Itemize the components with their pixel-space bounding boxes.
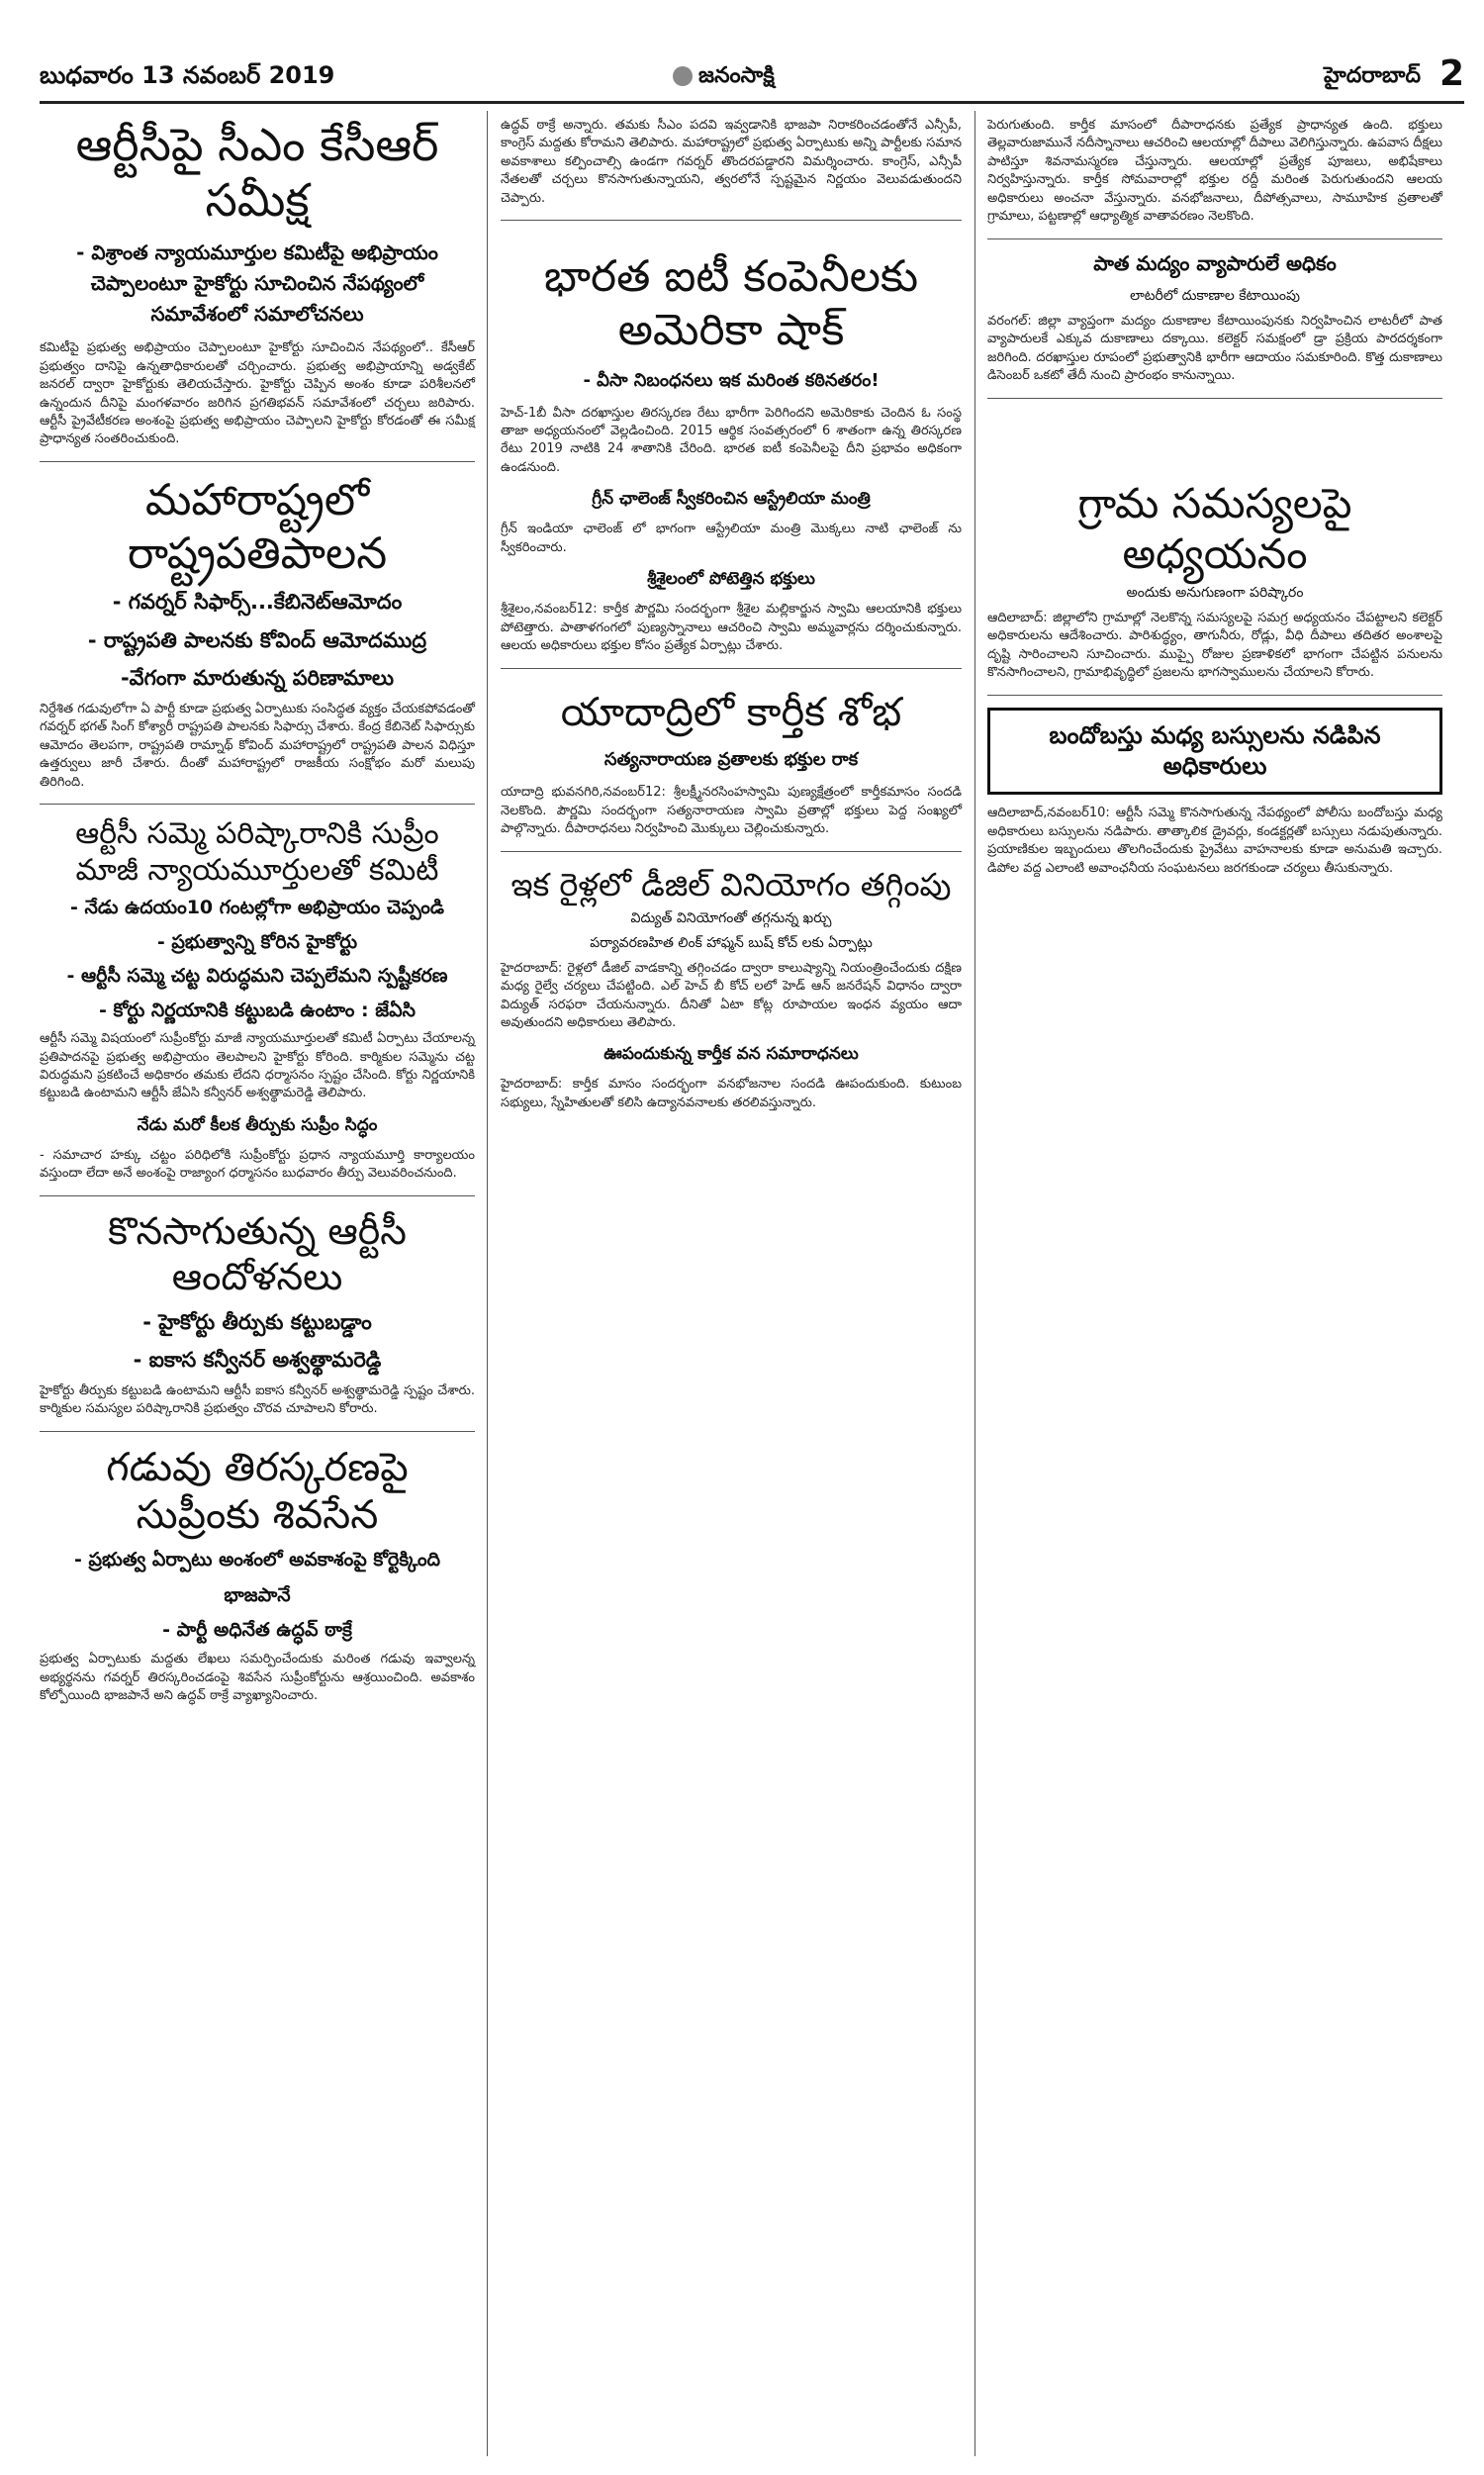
- deck: - ఐకాస కన్వీనర్ అశ్వత్థామరెడ్డి: [133, 1348, 382, 1373]
- article-body: ఆదిలాబాద్,నవంబర్10: ఆర్టీసీ సమ్మె కొనసాగుతున్న నేపథ్యంలో పోలీసు బందోబస్తు మధ్య అధికారులు బస్సులను నడిపారు. తాత్కాలిక డ్రైవర్లు, కండక్టర్లతో బస్సులు నడుపుతున్నారు. ప్రయాణికుల ఇబ్బందులు తొలగించేందుకు ప్రైవేటు వాహనాలకు కూడా అనుమతి ఇచ్చారు. డిపోల వద్ద ఎలాంటి అవాంఛనీయ సంఘటనలు జరగకుండా చర్యలు తీసుకున్నారు.: [987, 806, 1442, 876]
- deck: అందుకు అనుగుణంగా పరిష్కారం: [1126, 585, 1304, 601]
- article-shivsena: [40, 1444, 475, 1706]
- column-2: [501, 117, 962, 1112]
- divider: [501, 668, 962, 669]
- deck: - ప్రభుత్వాన్ని కోరిన హైకోర్టు: [156, 930, 358, 953]
- article-body: యాదాద్రి భువనగిరి,నవంబర్12: శ్రీలక్ష్మీనరసింహస్వామి పుణ్యక్షేత్రంలో కార్తీకమాసం సందడి నెలకొంది. పౌర్ణమి సందర్భంగా సత్యనారాయణ స్వామి వ్రతాల్లో భక్తులు పెద్ద సంఖ్యలో పాల్గొన్నారు. దీపారాధనలు నిర్వహించి మొక్కులు చెల్లించుకున్నారు.: [501, 785, 962, 837]
- deck: - ఆర్టీసీ సమ్మె చట్ట విరుద్ధమని చెప్పలేమని స్పష్టీకరణ: [66, 965, 448, 988]
- article-body: - సమాచార హక్కు చట్టం పరిధిలోకి సుప్రీంకోర్టు ప్రధాన న్యాయమూర్తి కార్యాలయం వస్తుందా లేదా అనే అంశంపై రాజ్యాంగ ధర్మాసనం బుధవారం తీర్పు వెలువరించనుంది.: [40, 1147, 475, 1182]
- continued-body: ఉద్ధవ్ ఠాక్రే అన్నారు. తమకు సీఎం పదవి ఇవ్వడానికి భాజపా నిరాకరించడంతోనే ఎన్సీపీ, కాంగ్రెస్ మద్దతు కోరామని తెలిపారు. మహారాష్ట్రలో ప్రభుత్వ ఏర్పాటుకు అన్ని పార్టీలకు సమాన అవకాశాలు కల్పించాల్సి ఉండగా గవర్నర్ తొందరపడ్డారని విమర్శించారు. కాంగ్రెస్, ఎన్సీపీ నేతలతో చర్చలు కొనసాగుతున్నాయని, త్వరలోనే స్పష్టమైన నిర్ణయం వెలువడుతుందని చెప్పారు.: [501, 118, 962, 206]
- article-body: హైదరాబాద్: రైళ్లలో డీజిల్ వాడకాన్ని తగ్గించడం ద్వారా కాలుష్యాన్ని నియంత్రించేందుకు దక్షిణ మధ్య రైల్వే చర్యలు చేపట్టింది. ఎల్ హెచ్ బీ కోచ్ లలో హెడ్ ఆన్ జనరేషన్ విధానం ద్వారా విద్యుత్ సరఫరా చేయనున్నారు. దీనితో ఏటా కోట్ల రూపాయల ఇంధన వ్యయం ఆదా అవుతుందని అధికారులు తెలిపారు.: [501, 960, 962, 1031]
- deck: పర్యావరణహిత లింక్ హాఫ్మన్ బుష్ కోచ్ లకు ఏర్పాట్లు: [590, 934, 873, 951]
- deck: సత్యనారాయణ వ్రతాలకు భక్తుల రాక: [603, 749, 859, 771]
- article-body: నిర్దేశిత గడువులోగా ఏ పార్టీ కూడా ప్రభుత్వ ఏర్పాటుకు సంసిద్ధత వ్యక్తం చేయకపోవడంతో గవర్నర్ భగత్ సింగ్ కోశ్యారీ రాష్ట్రపతి పాలనకు సిఫార్సు చేశారు. కేంద్ర కేబినెట్ సిఫార్సుకు ఆమోదం తెలపగా, రాష్ట్రపతి రామ్నాథ్ కోవింద్ మహారాష్ట్రలో రాష్ట్రపతి పాలన విధిస్తూ ఉత్తర్వులు జారీ చేశారు. దీంతో మహారాష్ట్రలో రాజకీయ సంక్షోభం మరో మలుపు తిరిగింది.: [40, 701, 475, 790]
- paper-name: జనంసాక్షి: [698, 63, 775, 88]
- deck: - ప్రభుత్వ ఏర్పాటు అంశంలో అవకాశంపై కోర్టెక్కింది: [73, 1549, 440, 1571]
- headline: ఆర్టీసీ సమ్మె పరిష్కారానికి సుప్రీం మాజీ న్యాయమూర్తులతో కమిటీ: [75, 816, 439, 888]
- article-body: శ్రీశైలం,నవంబర్12: కార్తీక పౌర్ణమి సందర్భంగా శ్రీశైల మల్లికార్జున స్వామి ఆలయానికి భక్తులు పోటెత్తారు. పాతాళగంగలో పుణ్యస్నానాలు ఆచరించి స్వామి అమ్మవార్లను దర్శించుకున్నారు. ఆలయ అధికారులు భక్తుల కోసం ప్రత్యేక ఏర్పాట్లు చేశారు.: [501, 602, 962, 654]
- article-rtc-committee: [40, 816, 475, 1184]
- article-liquor-traders: [987, 251, 1442, 386]
- deck: - వీసా నిబంధనలు ఇక మరింత కఠినతరం!: [583, 369, 880, 391]
- edition-city: హైదరాబాద్: [1324, 63, 1421, 88]
- article-maharashtra: [40, 474, 475, 792]
- article-buses-security: [987, 708, 1442, 878]
- article-body: ప్రభుత్వ ఏర్పాటుకు మద్దతు లేఖలు సమర్పించేందుకు మరింత గడువు ఇవ్వాలన్న అభ్యర్థనను గవర్నర్ తిరస్కరించడంపై శివసేన సుప్రీంకోర్టును ఆశ్రయించింది. అవకాశం కోల్పోయింది భాజపానే అని ఉద్ధవ్ ఠాక్రే వ్యాఖ్యానించారు.: [40, 1652, 475, 1704]
- column-3: [987, 117, 1442, 878]
- divider: [501, 851, 962, 852]
- headline: గ్రామ సమస్యలపై అధ్యయనం: [1077, 478, 1352, 578]
- article-yadadri: [501, 689, 962, 839]
- headline: ఇక రైళ్లలో డీజిల్ వినియోగం తగ్గింపు: [510, 865, 952, 904]
- divider: [987, 695, 1442, 696]
- divider: [501, 220, 962, 221]
- column-1: [40, 117, 475, 1706]
- subhead: గ్రీన్ ఛాలెంజ్ స్వీకరించిన ఆస్ట్రేలియా మంత్రి: [592, 489, 871, 510]
- page-number: 2: [1438, 53, 1464, 94]
- deck: - కోర్టు నిర్ణయానికి కట్టుబడి ఉంటాం : జేఏసి: [99, 999, 416, 1021]
- article-body: ఆర్టీసీ సమ్మె విషయంలో సుప్రీంకోర్టు మాజీ న్యాయమూర్తులతో కమిటీ ఏర్పాటు చేయాలన్న ప్రతిపాదనపై ప్రభుత్వ అభిప్రాయం తెలపాలని హైకోర్టు కోరింది. కార్మికుల సమ్మెను చట్ట విరుద్ధమని ప్రకటించే అధికారం తమకు లేదని ధర్మాసనం స్పష్టం చేసింది. కోర్టు నిర్ణయానికి కట్టుబడి ఉంటామని ఆర్టీసీ జేఏసి కన్వీనర్ అశ్వత్థామరెడ్డి తెలిపారు.: [40, 1031, 475, 1101]
- article-body: వరంగల్: జిల్లా వ్యాప్తంగా మద్యం దుకాణాల కేటాయింపునకు నిర్వహించిన లాటరీలో పాత వ్యాపారులకే ఎక్కువ దుకాణాలు దక్కాయి. కలెక్టర్ సమక్షంలో డ్రా ప్రక్రియ పారదర్శకంగా జరిగింది. దరఖాస్తుల రూపంలో ప్రభుత్వానికి భారీగా ఆదాయం సమకూరింది. కొత్త దుకాణాలు డిసెంబర్ ఒకటో తేదీ నుంచి ప్రారంభం కానున్నాయి.: [987, 313, 1442, 384]
- headline: కొనసాగుతున్న ఆర్టీసీ ఆందోళనలు: [108, 1208, 407, 1299]
- paper-logo: [673, 63, 775, 93]
- subhead: ఊపందుకున్న కార్తీక వన సమారాధనలు: [603, 1044, 859, 1065]
- divider: [987, 398, 1442, 399]
- deck: - విశ్రాంత న్యాయమూర్తుల కమిటీపై అభిప్రాయం చెప్పాలంటూ హైకోర్టు సూచించిన నేపథ్యంలో సమావేశంలో సమాలోచనలు: [76, 240, 438, 327]
- headline: యాదాద్రిలో కార్తీక శోభ: [560, 689, 902, 735]
- headline: భారత ఐటీ కంపెనీలకు అమెరికా షాక్: [543, 251, 919, 355]
- deck: - గవర్నర్ సిఫార్స్...కేబినెట్ఆమోదం: [112, 590, 403, 615]
- article-body: హైదరాబాద్: కార్తీక మాసం సందర్భంగా వనభోజనాల సందడి ఊపందుకుంది. కుటుంబ సభ్యులు, స్నేహితులతో కలిసి ఉద్యానవనాలకు తరలివస్తున్నారు.: [501, 1077, 962, 1110]
- headline: మహారాష్ట్రలో రాష్ట్రపతిపాలన: [127, 474, 388, 579]
- article-body: కమిటీపై ప్రభుత్వ అభిప్రాయం చెప్పాలంటూ హైకోర్టు సూచించిన నేపథ్యంలో.. కేసీఆర్ ప్రభుత్వం దానిపై ఉన్నతాధికారులతో చర్చించారు. ప్రభుత్వ అభిప్రాయాన్ని అడ్వకేట్ జనరల్ ద్వారా హైకోర్టుకు తెలియచేస్తారు. హైకోర్టు చెప్పిన అంశం కూడా పరిశీలనలో ఉన్నందున దీనిపై మంగళవారం జరిగిన ప్రగతిభవన్ సమావేశంలో చర్చలు జరిపారు. ఆర్టీసీ ప్రైవేటీకరణ అంశంపై ప్రభుత్వ అభిప్రాయం చెప్పాలని హైకోర్టు కోరడంతో ఈ సమీక్ష ప్రాధాన్యత సంతరించుకుంది.: [40, 340, 475, 447]
- divider: [40, 461, 475, 462]
- boxed-headline: బందోబస్తు మధ్య బస్సులను నడిపిన అధికారులు: [987, 708, 1442, 795]
- deck: విద్యుత్ వినియోగంతో తగ్గనున్న ఖర్చు: [630, 909, 832, 926]
- subhead: నేడు మరో కీలక తీర్పుకు సుప్రీం సిద్ధం: [137, 1114, 378, 1135]
- masthead-rule: [40, 101, 1464, 104]
- divider: [40, 1431, 475, 1432]
- deck: లాటరీలో దుకాణాల కేటాయింపు: [1130, 287, 1300, 304]
- article-body: హైకోర్టు తీర్పుకు కట్టుబడి ఉంటామని ఆర్టీసీ ఐకాస కన్వీనర్ అశ్వత్థామరెడ్డి స్పష్టం చేశారు. కార్మికుల సమస్యల పరిష్కారానికి ప్రభుత్వం చొరవ చూపాలని కోరారు.: [40, 1382, 475, 1417]
- logo-emblem-icon: [673, 66, 693, 86]
- deck: - పార్టీ అధినేత ఉద్ధవ్ ఠాక్రే: [162, 1619, 352, 1642]
- divider: [987, 238, 1442, 239]
- column-divider: [487, 111, 488, 2456]
- deck: - నేడు ఉదయం10 గంటల్లోగా అభిప్రాయం చెప్పండి: [69, 897, 444, 919]
- article-rtc-protests: [40, 1208, 475, 1419]
- article-railways-diesel: [501, 866, 962, 1113]
- article-it-visa: [501, 250, 962, 655]
- continued-body: పెరుగుతుంది. కార్తీక మాసంలో దీపారాధనకు ప్రత్యేక ప్రాధాన్యత ఉంది. భక్తులు తెల్లవారుజామునే నదీస్నానాలు ఆచరించి ఆలయాల్లో దీపాలు వెలిగిస్తున్నారు. ఉపవాస దీక్షలు పాటిస్తూ శివనామస్మరణ చేస్తున్నారు. ఆలయాల్లో ప్రత్యేక పూజలు, అభిషేకాలు నిర్వహిస్తున్నారు. కార్తీక సోమవారాల్లో భక్తుల రద్దీ మరింత పెరుగుతుందని ఆలయ అధికారులు అంచనా వేస్తున్నారు. వనభోజనాలు, దీపోత్సవాలు, సామూహిక వ్రతాలతో గ్రామాలు, పట్టణాల్లో ఆధ్యాత్మిక వాతావరణం నెలకొంది.: [987, 118, 1442, 225]
- issue-date: బుధవారం 13 నవంబర్ 2019: [40, 61, 335, 89]
- masthead: [40, 53, 1464, 97]
- article-village-study: [987, 478, 1442, 683]
- subhead: శ్రీశైలంలో పోటెత్తిన భక్తులు: [647, 569, 815, 590]
- headline: పాత మద్యం వ్యాపారులే అధికం: [1093, 250, 1337, 275]
- article-body: గ్రీన్ ఇండియా ఛాలెంజ్ లో భాగంగా ఆస్ట్రేలియా మంత్రి మొక్కలు నాటి ఛాలెంజ్ ను స్వీకరించారు.: [501, 522, 962, 555]
- article-rtc-review: [40, 117, 475, 449]
- deck: - రాష్ట్రపతి పాలనకు కోవింద్ ఆమోదముద్ర: [87, 627, 427, 652]
- deck: భాజపానే: [224, 1583, 291, 1606]
- deck: -వేగంగా మారుతున్న పరిణామాలు: [120, 666, 395, 691]
- divider: [40, 804, 475, 805]
- headline: గడువు తిరస్కరణపై సుప్రీంకు శివసేన: [106, 1444, 409, 1539]
- divider: [40, 1195, 475, 1196]
- article-body: హెచ్-1బీ వీసా దరఖాస్తుల తిరస్కరణ రేటు భారీగా పెరిగిందని అమెరికాకు చెందిన ఓ సంస్థ తాజా అధ్యయనంలో వెల్లడించింది. 2015 ఆర్థిక సంవత్సరంలో 6 శాతంగా ఉన్న తిరస్కరణ రేటు 2019 నాటికి 24 శాతానికి చేరింది. భారత ఐటీ కంపెనీలపై దీని ప్రభావం అధికంగా ఉండనుంది.: [501, 405, 962, 475]
- article-body: ఆదిలాబాద్: జిల్లాలోని గ్రామాల్లో నెలకొన్న సమస్యలపై సమగ్ర అధ్యయనం చేపట్టాలని కలెక్టర్ అధికారులను ఆదేశించారు. పారిశుద్ధ్యం, తాగునీరు, రోడ్లు, వీధి దీపాలు తదితర అంశాలపై దృష్టి సారించాలని సూచించారు. ముప్పై రోజుల ప్రణాళికలో భాగంగా చేపట్టిన పనులను కొనసాగించాలని, గ్రామాభివృద్ధిలో ప్రజలను భాగస్వాములను చేయాలని కోరారు.: [987, 611, 1442, 681]
- column-divider: [974, 111, 975, 2456]
- headline: ఆర్టీసీపై సీఎం కేసీఆర్ సమీక్ష: [75, 118, 439, 228]
- deck: - హైకోర్టు తీర్పుకు కట్టుబడ్డాం: [142, 1309, 372, 1334]
